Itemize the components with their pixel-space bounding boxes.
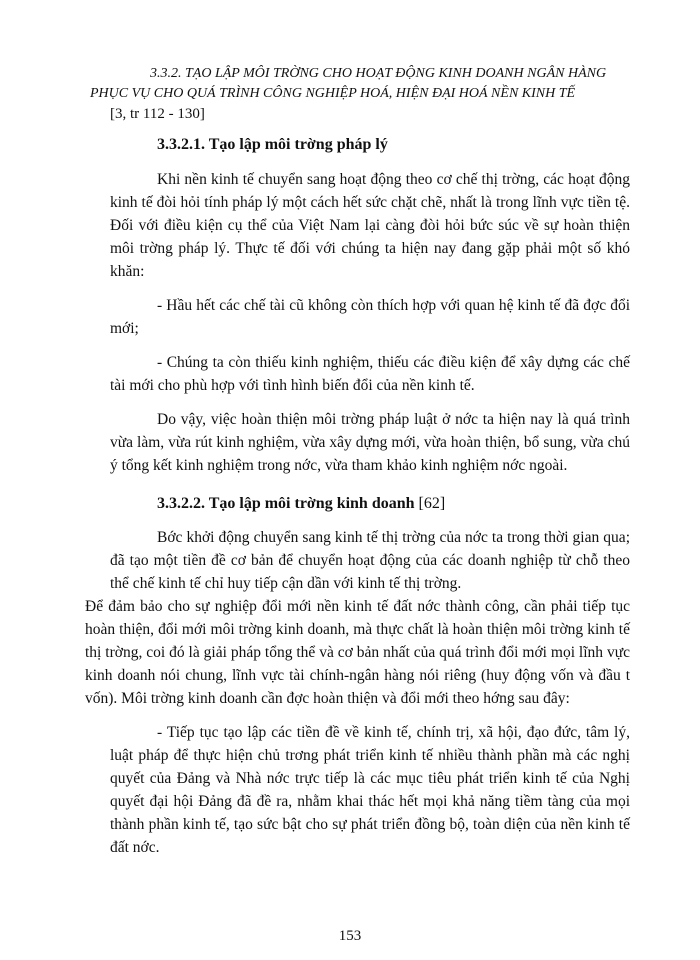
section-heading-line-1: 3.3.2. TẠO LẬP MÔI TRỜNG CHO HOẠT ĐỘNG KINH DOANH NGÂN HÀNG	[150, 66, 607, 81]
paragraph: Do vậy, việc hoàn thiện môi trờng pháp luật ở nớc ta hiện nay là quá trình vừa làm, vừa rút kinh nghiệm, vừa xây dựng mới, vừa hoàn thiện, bổ sung, vừa chú ý tổng kết kinh nghiệm trong nớc, vừa tham khảo kinh nghiệm nớc ngoài.	[110, 411, 630, 474]
subsection-2-title-text: 3.3.2.2. Tạo lập môi trờng kinh doanh	[157, 495, 415, 512]
subsection-1-title: 3.3.2.1. Tạo lập môi trờng pháp lý	[157, 136, 388, 153]
subsection-2-citation: [62]	[418, 495, 446, 512]
section-reference: [3, tr 112 - 130]	[110, 106, 205, 122]
bullet-item: - Hầu hết các chế tài cũ không còn thích hợp với quan hệ kinh tế đã đợc đổi mới;	[110, 297, 630, 337]
page-number: 153	[338, 928, 362, 944]
paragraph: Khi nền kinh tế chuyển sang hoạt động theo cơ chế thị trờng, các hoạt động kinh tế đòi hỏi tính pháp lý một cách hết sức chặt chẽ, nhất là trong lĩnh vực tiền tệ. Đối với điều kiện cụ thể của Việt Nam lại càng đòi hỏi bức súc về sự hoàn thiện môi trờng pháp lý. Thực tế đối với chúng ta hiện nay đang gặp phải một số khó khăn:	[110, 171, 630, 280]
bullet-item: - Chúng ta còn thiếu kinh nghiệm, thiếu các điều kiện để xây dựng các chế tài mới cho phù hợp với tình hình biến đổi của nền kinh tế.	[110, 354, 630, 394]
subsection-2-title	[157, 495, 445, 513]
subsection-1-body	[110, 168, 630, 477]
paragraph: Bớc khởi động chuyển sang kinh tế thị trờng của nớc ta trong thời gian qua; đã tạo một tiền đề cơ bản để chuyển hoạt động của các doanh nghiệp từ chỗ theo thể chế kinh tế chỉ huy tiếp cận dần với kinh tế thị trờng.	[110, 529, 630, 592]
bullet-item: - Tiếp tục tạo lập các tiền đề về kinh tế, chính trị, xã hội, đạo đức, tâm lý, luật pháp để thực hiện chủ trơng phát triển kinh tế nhiều thành phần mà các nghị quyết của Đảng và Nhà nớc trực tiếp là các mục tiêu phát triển kinh tế của Nghị quyết đại hội Đảng đã đề ra, nhằm khai thác hết mọi khả năng tiềm tàng của mọi thành phần kinh tế, tạo sức bật cho sự phát triển đồng bộ, toàn diện của nền kinh tế đất nớc.	[110, 724, 630, 856]
paragraph: Để đảm bảo cho sự nghiệp đổi mới nền kinh tế đất nớc thành công, cần phải tiếp tục hoàn thiện, đổi mới môi trờng kinh doanh, mà thực chất là hoàn thiện môi trờng kinh tế thị trờng, coi đó là giải pháp tổng thể và cơ bản nhất của quá trình đổi mới mọi lĩnh vực kinh doanh nói chung, lĩnh vực tài chính-ngân hàng nói riêng (huy động vốn và đầu t vốn). Môi trờng kinh doanh cần đợc hoàn thiện và đổi mới theo hớng sau đây:	[85, 598, 630, 707]
subsection-2-body	[85, 526, 630, 859]
section-heading-line-2: PHỤC VỤ CHO QUÁ TRÌNH CÔNG NGHIỆP HOÁ, HIỆN ĐẠI HOÁ NỀN KINH TẾ	[90, 86, 576, 101]
